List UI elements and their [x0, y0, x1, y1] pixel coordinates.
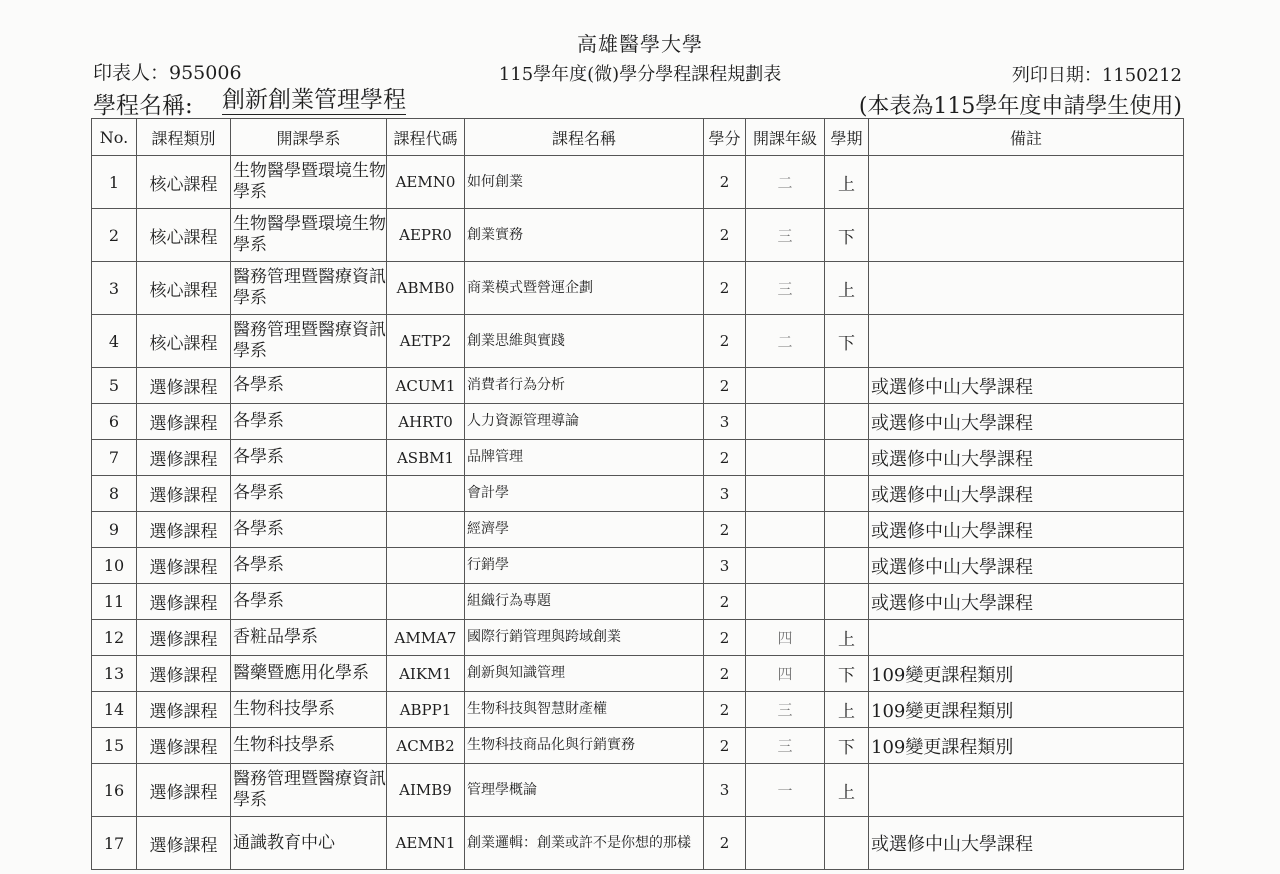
- cell-no: 12: [92, 620, 137, 656]
- cell-year: 三: [746, 209, 825, 262]
- table-row: [92, 476, 1184, 512]
- cell-year: [746, 404, 825, 440]
- cell-credits: 2: [704, 817, 746, 870]
- cell-semester: 下: [825, 209, 869, 262]
- table-row: [92, 584, 1184, 620]
- cell-department: 各學系: [231, 404, 387, 440]
- cell-no: 1: [92, 156, 137, 209]
- cell-course-name: 創新與知識管理: [465, 656, 704, 692]
- cell-credits: 3: [704, 404, 746, 440]
- cell-remarks: [869, 315, 1184, 368]
- cell-no: 5: [92, 368, 137, 404]
- cell-semester: 下: [825, 315, 869, 368]
- cell-course-name: 國際行銷管理與跨域創業: [465, 620, 704, 656]
- cell-course-code: [387, 512, 465, 548]
- cell-course-type: 選修課程: [137, 404, 231, 440]
- cell-no: 17: [92, 817, 137, 870]
- printer-id: 印表人：955006: [93, 62, 242, 84]
- table-row: [92, 656, 1184, 692]
- cell-credits: 2: [704, 728, 746, 764]
- table-row: [92, 512, 1184, 548]
- table-row: [92, 817, 1184, 870]
- cell-remarks: [869, 156, 1184, 209]
- cell-credits: 2: [704, 368, 746, 404]
- cell-course-type: 選修課程: [137, 817, 231, 870]
- cell-credits: 2: [704, 262, 746, 315]
- cell-course-code: ACMB2: [387, 728, 465, 764]
- cell-department: 醫務管理暨醫療資訊學系: [231, 315, 387, 368]
- cell-course-code: AHRT0: [387, 404, 465, 440]
- cell-department: 生物醫學暨環境生物學系: [231, 209, 387, 262]
- cell-course-type: 選修課程: [137, 620, 231, 656]
- cell-course-code: [387, 476, 465, 512]
- header-credits: 學分: [704, 119, 746, 156]
- cell-semester: 下: [825, 728, 869, 764]
- cell-course-name: 品牌管理: [465, 440, 704, 476]
- cell-course-name: 組織行為專題: [465, 584, 704, 620]
- cell-remarks: 109變更課程類別: [869, 728, 1184, 764]
- cell-department: 香粧品學系: [231, 620, 387, 656]
- cell-remarks: 或選修中山大學課程: [869, 548, 1184, 584]
- table-row: [92, 728, 1184, 764]
- cell-remarks: 或選修中山大學課程: [869, 817, 1184, 870]
- table-row: [92, 404, 1184, 440]
- cell-year: [746, 548, 825, 584]
- program-label: 學程名稱:: [93, 93, 193, 119]
- cell-course-name: 生物科技與智慧財產權: [465, 692, 704, 728]
- cell-remarks: [869, 620, 1184, 656]
- cell-credits: 2: [704, 209, 746, 262]
- cell-department: 各學系: [231, 548, 387, 584]
- cell-department: 各學系: [231, 368, 387, 404]
- cell-credits: 2: [704, 656, 746, 692]
- cell-course-name: 經濟學: [465, 512, 704, 548]
- cell-remarks: [869, 262, 1184, 315]
- cell-remarks: 或選修中山大學課程: [869, 584, 1184, 620]
- cell-course-name: 如何創業: [465, 156, 704, 209]
- cell-course-name: 商業模式暨營運企劃: [465, 262, 704, 315]
- cell-course-code: AEMN0: [387, 156, 465, 209]
- cell-course-type: 選修課程: [137, 512, 231, 548]
- cell-course-type: 選修課程: [137, 764, 231, 817]
- cell-department: 各學系: [231, 476, 387, 512]
- cell-semester: 上: [825, 156, 869, 209]
- cell-remarks: 109變更課程類別: [869, 656, 1184, 692]
- university-name: 高雄醫學大學: [577, 32, 703, 56]
- cell-remarks: 或選修中山大學課程: [869, 476, 1184, 512]
- cell-remarks: 或選修中山大學課程: [869, 404, 1184, 440]
- cell-course-code: AMMA7: [387, 620, 465, 656]
- cell-year: [746, 368, 825, 404]
- cell-course-name: 行銷學: [465, 548, 704, 584]
- cell-year: [746, 440, 825, 476]
- cell-credits: 2: [704, 315, 746, 368]
- cell-credits: 2: [704, 440, 746, 476]
- cell-department: 生物科技學系: [231, 692, 387, 728]
- table-row: [92, 548, 1184, 584]
- cell-no: 7: [92, 440, 137, 476]
- cell-course-type: 選修課程: [137, 548, 231, 584]
- cell-department: 醫務管理暨醫療資訊學系: [231, 262, 387, 315]
- header-remarks: 備註: [869, 119, 1184, 156]
- table-row: [92, 692, 1184, 728]
- cell-no: 4: [92, 315, 137, 368]
- cell-remarks: [869, 764, 1184, 817]
- header-course-code: 課程代碼: [387, 119, 465, 156]
- cell-remarks: 109變更課程類別: [869, 692, 1184, 728]
- cell-semester: 上: [825, 620, 869, 656]
- cell-course-type: 選修課程: [137, 368, 231, 404]
- cell-course-code: AEMN1: [387, 817, 465, 870]
- course-plan-table: [91, 118, 1184, 870]
- cell-semester: 上: [825, 262, 869, 315]
- cell-semester: 上: [825, 692, 869, 728]
- cell-department: 生物科技學系: [231, 728, 387, 764]
- cell-semester: 下: [825, 656, 869, 692]
- header-course-name: 課程名稱: [465, 119, 704, 156]
- cell-no: 6: [92, 404, 137, 440]
- cell-remarks: [869, 209, 1184, 262]
- table-row: [92, 209, 1184, 262]
- table-row: [92, 620, 1184, 656]
- cell-course-name: 創業邏輯：創業或許不是你想的那樣: [465, 817, 704, 870]
- cell-no: 16: [92, 764, 137, 817]
- cell-department: 各學系: [231, 584, 387, 620]
- cell-semester: 上: [825, 764, 869, 817]
- cell-course-name: 會計學: [465, 476, 704, 512]
- cell-course-code: ABMB0: [387, 262, 465, 315]
- cell-course-name: 生物科技商品化與行銷實務: [465, 728, 704, 764]
- usage-note: (本表為115學年度申請學生使用): [858, 94, 1182, 119]
- cell-no: 11: [92, 584, 137, 620]
- cell-course-code: ACUM1: [387, 368, 465, 404]
- cell-course-name: 創業實務: [465, 209, 704, 262]
- cell-remarks: 或選修中山大學課程: [869, 368, 1184, 404]
- cell-no: 8: [92, 476, 137, 512]
- table-row: [92, 368, 1184, 404]
- cell-credits: 3: [704, 476, 746, 512]
- cell-year: 三: [746, 728, 825, 764]
- cell-no: 13: [92, 656, 137, 692]
- cell-semester: [825, 368, 869, 404]
- cell-course-name: 創業思維與實踐: [465, 315, 704, 368]
- cell-no: 14: [92, 692, 137, 728]
- cell-department: 通識教育中心: [231, 817, 387, 870]
- cell-year: 三: [746, 692, 825, 728]
- table-row: [92, 764, 1184, 817]
- cell-year: 一: [746, 764, 825, 817]
- table-row: [92, 315, 1184, 368]
- cell-year: [746, 476, 825, 512]
- cell-no: 15: [92, 728, 137, 764]
- cell-credits: 2: [704, 156, 746, 209]
- cell-course-type: 核心課程: [137, 209, 231, 262]
- table-row: [92, 440, 1184, 476]
- header-semester: 學期: [825, 119, 869, 156]
- cell-year: [746, 817, 825, 870]
- cell-course-type: 選修課程: [137, 584, 231, 620]
- cell-credits: 2: [704, 692, 746, 728]
- cell-course-code: ASBM1: [387, 440, 465, 476]
- cell-course-code: AETP2: [387, 315, 465, 368]
- cell-remarks: 或選修中山大學課程: [869, 512, 1184, 548]
- cell-no: 3: [92, 262, 137, 315]
- cell-no: 2: [92, 209, 137, 262]
- cell-course-type: 選修課程: [137, 728, 231, 764]
- table-row: [92, 156, 1184, 209]
- cell-semester: [825, 584, 869, 620]
- cell-semester: [825, 512, 869, 548]
- cell-course-type: 選修課程: [137, 440, 231, 476]
- cell-course-code: AEPR0: [387, 209, 465, 262]
- cell-year: 三: [746, 262, 825, 315]
- cell-credits: 2: [704, 584, 746, 620]
- cell-credits: 2: [704, 620, 746, 656]
- cell-year: [746, 512, 825, 548]
- header-row: [92, 119, 1184, 156]
- cell-credits: 3: [704, 764, 746, 817]
- program-name: 創新創業管理學程: [222, 87, 406, 113]
- cell-course-type: 選修課程: [137, 476, 231, 512]
- cell-department: 各學系: [231, 512, 387, 548]
- cell-department: 醫藥暨應用化學系: [231, 656, 387, 692]
- cell-no: 9: [92, 512, 137, 548]
- print-date: 列印日期：1150212: [1011, 65, 1182, 86]
- cell-course-code: AIKM1: [387, 656, 465, 692]
- cell-course-name: 人力資源管理導論: [465, 404, 704, 440]
- cell-semester: [825, 548, 869, 584]
- cell-course-type: 選修課程: [137, 692, 231, 728]
- cell-semester: [825, 476, 869, 512]
- cell-semester: [825, 440, 869, 476]
- cell-credits: 2: [704, 512, 746, 548]
- cell-course-code: AIMB9: [387, 764, 465, 817]
- cell-course-code: [387, 584, 465, 620]
- cell-year: 四: [746, 656, 825, 692]
- cell-remarks: 或選修中山大學課程: [869, 440, 1184, 476]
- header-course-type: 課程類別: [137, 119, 231, 156]
- document-subtitle: 115學年度(微)學分學程課程規劃表: [498, 64, 782, 85]
- cell-course-name: 管理學概論: [465, 764, 704, 817]
- cell-year: 二: [746, 156, 825, 209]
- header-department: 開課學系: [231, 119, 387, 156]
- header-no: No.: [92, 119, 137, 156]
- cell-course-name: 消費者行為分析: [465, 368, 704, 404]
- cell-course-type: 核心課程: [137, 156, 231, 209]
- cell-year: 二: [746, 315, 825, 368]
- cell-department: 生物醫學暨環境生物學系: [231, 156, 387, 209]
- table-body: [92, 156, 1184, 870]
- cell-no: 10: [92, 548, 137, 584]
- cell-department: 醫務管理暨醫療資訊學系: [231, 764, 387, 817]
- cell-course-code: ABPP1: [387, 692, 465, 728]
- cell-course-type: 核心課程: [137, 262, 231, 315]
- cell-year: 四: [746, 620, 825, 656]
- cell-credits: 3: [704, 548, 746, 584]
- header-year: 開課年級: [746, 119, 825, 156]
- cell-course-code: [387, 548, 465, 584]
- cell-course-type: 核心課程: [137, 315, 231, 368]
- table-row: [92, 262, 1184, 315]
- cell-course-type: 選修課程: [137, 656, 231, 692]
- cell-semester: [825, 404, 869, 440]
- cell-department: 各學系: [231, 440, 387, 476]
- cell-year: [746, 584, 825, 620]
- cell-semester: [825, 817, 869, 870]
